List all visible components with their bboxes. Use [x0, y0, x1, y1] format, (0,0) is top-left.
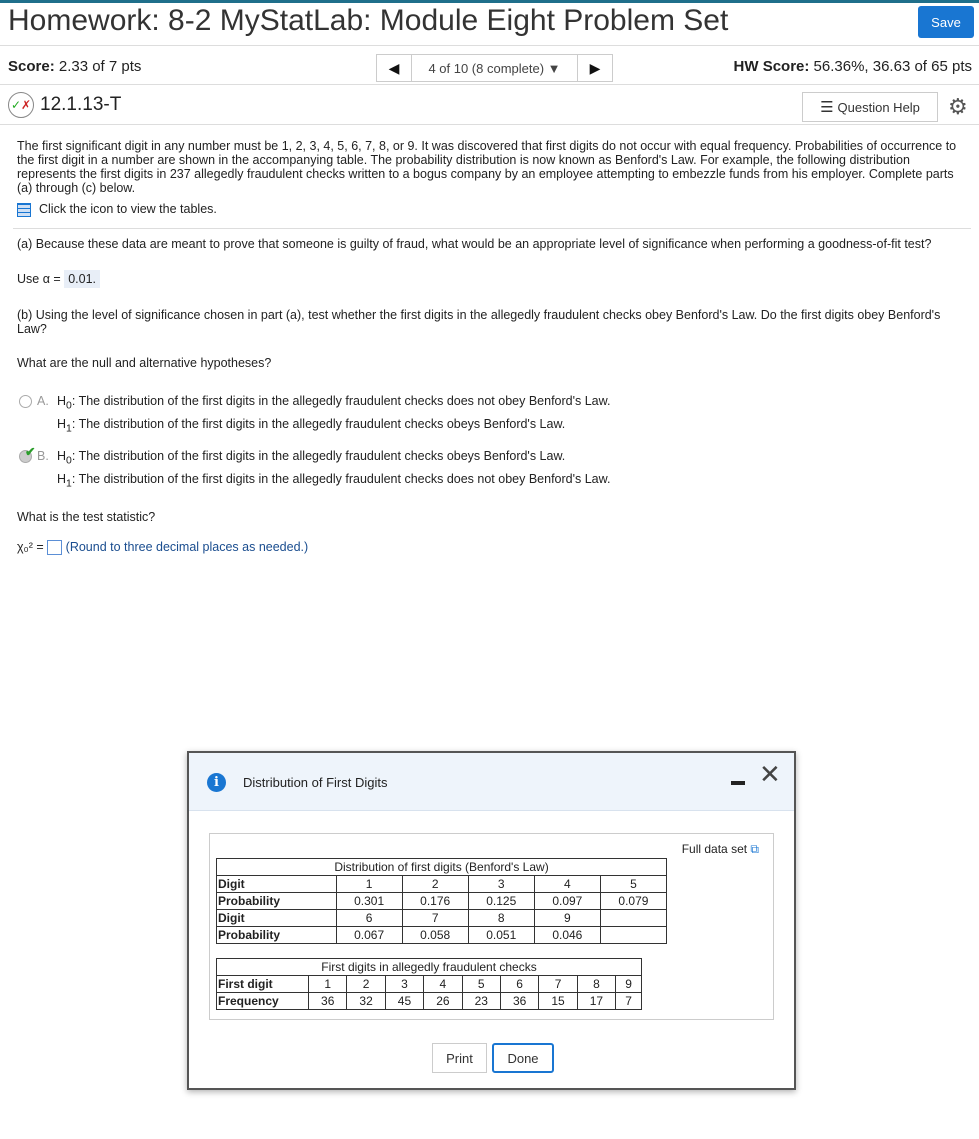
question-selector-dropdown[interactable]: 4 of 10 (8 complete) ▼ — [411, 55, 578, 81]
hw-score-label: HW Score: — [733, 58, 810, 75]
question-help-label: Question Help — [837, 99, 920, 115]
full-data-label: Full data set — [681, 842, 748, 856]
test-statistic-input[interactable] — [47, 540, 62, 555]
question-id-text: 12.1.13-T — [40, 94, 122, 115]
table-cell: 3 — [468, 876, 534, 893]
tables-dialog — [187, 751, 796, 1090]
top-accent-bar — [0, 0, 979, 3]
table-cell: 0.067 — [336, 927, 402, 944]
table-cell: 23 — [462, 993, 500, 1010]
test-statistic-question: What is the test statistic? — [17, 509, 156, 524]
table-cell: 0.051 — [468, 927, 534, 944]
option-a-h1: The distribution of the first digits in the allegedly fraudulent checks obeys Benford's Law. — [78, 417, 566, 432]
score — [8, 58, 141, 75]
table-cell: 0.046 — [534, 927, 600, 944]
table-icon[interactable] — [17, 203, 31, 217]
full-data-set-link[interactable] — [682, 842, 759, 857]
table-cell: 0.176 — [402, 893, 468, 910]
table-cell: 26 — [424, 993, 462, 1010]
checks-caption: First digits in allegedly fraudulent checks — [217, 959, 642, 976]
option-a-h0: The distribution of the first digits in the allegedly fraudulent checks does not obey Benford's Law. — [78, 393, 611, 408]
table-cell: 0.125 — [468, 893, 534, 910]
part-b-text: (b) Using the level of significance chosen in part (a), test whether the first digits in the allegedly fraudulent checks obey Benford's Law. Do the first digits obey Benford's Law? — [17, 307, 941, 336]
minimize-button[interactable] — [731, 781, 745, 785]
hypotheses-question: What are the null and alternative hypotheses? — [17, 355, 272, 370]
benford-caption: Distribution of first digits (Benford's Law) — [217, 859, 667, 876]
gear-icon[interactable]: ⚙ — [948, 94, 968, 119]
option-letter: B. — [37, 448, 49, 463]
table-cell: 1 — [309, 976, 347, 993]
table-cell: 7 — [539, 976, 577, 993]
correct-check-icon: ✔ — [25, 444, 36, 459]
table-cell: 4 — [534, 876, 600, 893]
table-cell: 36 — [309, 993, 347, 1010]
table-cell: 7 — [402, 910, 468, 927]
table-cell: 8 — [577, 976, 615, 993]
tables-link-text: Click the icon to view the tables. — [39, 202, 217, 216]
benford-table — [216, 858, 667, 944]
table-cell — [600, 927, 666, 944]
table-cell: 17 — [577, 993, 615, 1010]
row-header: Probability — [217, 927, 337, 944]
table-cell: 4 — [424, 976, 462, 993]
done-button[interactable]: Done — [492, 1043, 554, 1073]
open-window-icon: ⧉ — [750, 842, 759, 856]
divider — [13, 228, 971, 229]
table-cell: 6 — [500, 976, 538, 993]
row-header: Digit — [217, 876, 337, 893]
part-a-text: (a) Because these data are meant to prove that someone is guilty of fraud, what would be an appropriate level of significance when performing a goodness-of-fit test? — [17, 236, 932, 251]
hw-score-value: 56.36%, 36.63 of 65 pts — [809, 58, 972, 75]
intro-text: The first significant digit in any number must be 1, 2, 3, 4, 5, 6, 7, 8, or 9. It was discovered that first digits do not occur with equal frequency. Probabilities of occurrence to the first digit in a number are shown in the accompanying table. The probability distribution is now known as Benford's Law. For example, the following distribution represents the first digits in 237 allegedly fraudulent checks written to a bogus company by an employee attempting to embezzle funds from his employer. Complete parts (a) through (c) below. — [17, 139, 957, 195]
divider — [0, 84, 979, 85]
table-cell: 0.301 — [336, 893, 402, 910]
table-cell: 5 — [462, 976, 500, 993]
table-cell: 0.058 — [402, 927, 468, 944]
row-header: Probability — [217, 893, 337, 910]
dialog-header — [189, 753, 794, 811]
table-cell: 2 — [347, 976, 385, 993]
row-header: Frequency — [217, 993, 309, 1010]
table-cell: 36 — [500, 993, 538, 1010]
table-cell: 7 — [616, 993, 642, 1010]
row-header: Digit — [217, 910, 337, 927]
hw-score — [734, 58, 972, 75]
table-cell: 1 — [336, 876, 402, 893]
save-button[interactable]: Save — [918, 6, 974, 38]
alpha-label: Use α = — [17, 271, 61, 286]
option-b-h0: The distribution of the first digits in the allegedly fraudulent checks obeys Benford's Law. — [78, 448, 566, 463]
partial-credit-icon: ✓ ✗ — [8, 92, 34, 118]
option-b-h1: The distribution of the first digits in the allegedly fraudulent checks does not obey Benford's Law. — [78, 472, 611, 487]
table-cell: 3 — [385, 976, 423, 993]
next-question-button[interactable]: ▶ — [589, 59, 601, 76]
dialog-title: Distribution of First Digits — [243, 775, 388, 790]
table-cell: 2 — [402, 876, 468, 893]
close-icon[interactable]: ✕ — [759, 759, 781, 789]
score-label: Score: — [8, 58, 55, 75]
table-cell: 9 — [616, 976, 642, 993]
table-cell: 32 — [347, 993, 385, 1010]
option-a[interactable]: A. $H_0$: The distribution of the first digits in the allegedly fraudulent checks does not obey Benford's Law. $H_1$: The distribution of the first digits in the allegedly fraudulent checks obeys Benford's Law. — [17, 394, 967, 437]
table-cell: 0.097 — [534, 893, 600, 910]
print-button[interactable]: Print — [432, 1043, 487, 1073]
table-cell: 8 — [468, 910, 534, 927]
table-cell: 15 — [539, 993, 577, 1010]
table-cell: 6 — [336, 910, 402, 927]
question-navigator — [376, 54, 613, 82]
round-hint: (Round to three decimal places as needed.) — [65, 539, 309, 554]
option-letter: A. — [37, 393, 49, 408]
divider — [0, 124, 979, 125]
prev-question-button[interactable]: ◀ — [388, 59, 400, 76]
question-body — [17, 139, 967, 555]
table-cell — [600, 910, 666, 927]
divider — [0, 45, 979, 46]
tables-link[interactable] — [17, 202, 967, 217]
checks-table — [216, 958, 642, 1010]
radio-a[interactable] — [19, 395, 32, 408]
question-help-button[interactable] — [802, 92, 938, 122]
alpha-answer: 0.01. — [64, 270, 100, 288]
info-icon: i — [207, 773, 226, 792]
question-id — [8, 92, 121, 118]
list-icon: ☰ — [820, 99, 834, 116]
page-title: Homework: 8-2 MyStatLab: Module Eight Problem Set — [8, 4, 729, 37]
row-header: First digit — [217, 976, 309, 993]
chi-square-label: χ₀² = — [17, 539, 44, 554]
table-cell: 5 — [600, 876, 666, 893]
score-value: 2.33 of 7 pts — [54, 58, 142, 75]
tables-container — [209, 833, 774, 1020]
option-b[interactable]: ✔ B. $H_0$: The distribution of the first digits in the allegedly fraudulent checks obeys Benford's Law. $H_1$: The distribution of the first digits in the allegedly fraudulent checks does not obey Benford's Law. — [17, 449, 967, 492]
table-cell: 45 — [385, 993, 423, 1010]
table-cell: 9 — [534, 910, 600, 927]
table-cell: 0.079 — [600, 893, 666, 910]
